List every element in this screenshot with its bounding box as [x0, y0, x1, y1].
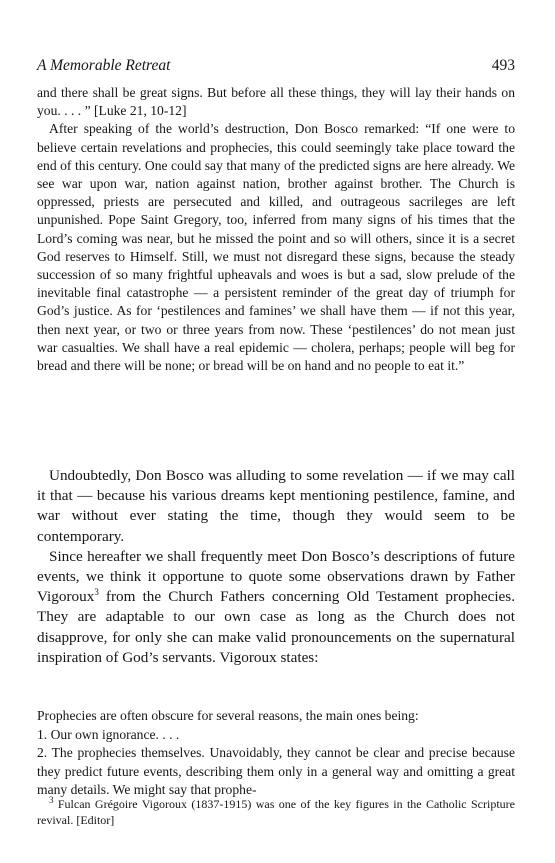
- scripture-quote-end: and there shall be great signs. But before all these things, they will lay their hands on you. . . . ” [Luke 21, 10-12]: [37, 85, 515, 119]
- quoted-speech-block: [37, 84, 515, 375]
- quotation-item-2: 2. The prophecies themselves. Unavoidably, they cannot be clear and precise because they predict future events, describing them only in a general way and omitting a great many details. We might say that prophe-: [37, 745, 515, 798]
- page-header: [37, 57, 515, 79]
- vigoroux-quotation-block: [37, 707, 515, 800]
- footnote-text: Fulcan Grégoire Vigoroux (1837-1915) was one of the key figures in the Catholic Scripture revival. [Editor]: [37, 797, 515, 827]
- footnote-mark: 3: [49, 795, 54, 805]
- vigoroux-intro-text-continued: from the Church Fathers concerning Old Testament prophecies. They are adaptable to our own case as long as the Church does not disapprove, for only she can make valid pronouncements on the supernatural inspiration of God’s servants. Vigoroux states:: [37, 588, 515, 666]
- revelation-paragraph: Undoubtedly, Don Bosco was alluding to some revelation — if we may call it that — because his various dreams kept mentioning pestilence, famine, and war without ever stating the time, though they would seem to be contemporary.: [37, 467, 515, 545]
- footnote: [37, 797, 515, 828]
- running-title: A Memorable Retreat: [37, 57, 171, 74]
- footnote-paragraph: [37, 797, 515, 828]
- vigoroux-intro-paragraph: [37, 547, 515, 668]
- quotation-intro: Prophecies are often obscure for several reasons, the main ones being:: [37, 708, 419, 723]
- main-text-block: [37, 466, 515, 668]
- footnote-reference-mark: 3: [94, 587, 99, 598]
- vigoroux-intro-text: Since hereafter we shall frequently meet Don Bosco’s descriptions of future events, we think it opportune to quote some observations drawn by Father Vigoroux: [37, 547, 515, 606]
- quotation-item-1: 1. Our own ignorance. . . .: [37, 726, 180, 742]
- page-number: 493: [491, 57, 515, 74]
- don-bosco-remark-paragraph: After speaking of the world’s destruction, Don Bosco remarked: “If one were to believe certain revelations and prophecies, this could seemingly take place toward the end of this century. One could say that many of the predicted signs are here already. We see war upon war, nation against nation, brother against brother. The Church is oppressed, priests are persecuted and killed, and outrageous sacrileges are left unpunished. Pope Saint Gregory, too, inferred from many signs of his times that the Lord’s coming was near, but he missed the point and so will others, since it is a secret God reserves to Himself. Still, we must not disregard these signs, because the steady succession of so many frightful upheavals and woes is but a sad, slow prelude of the inevitable final catastrophe — a persistent reminder of the great day of triumph for God’s justice. As for ‘pestilences and famines’ we shall have them — if not this year, then next year, or two or three years from now. These ‘pestilences’ do not mean just war casualties. We shall have a real epidemic — cholera, perhaps; people will beg for bread and there will be none; or bread will be on hand and no people to eat it.”: [37, 121, 515, 374]
